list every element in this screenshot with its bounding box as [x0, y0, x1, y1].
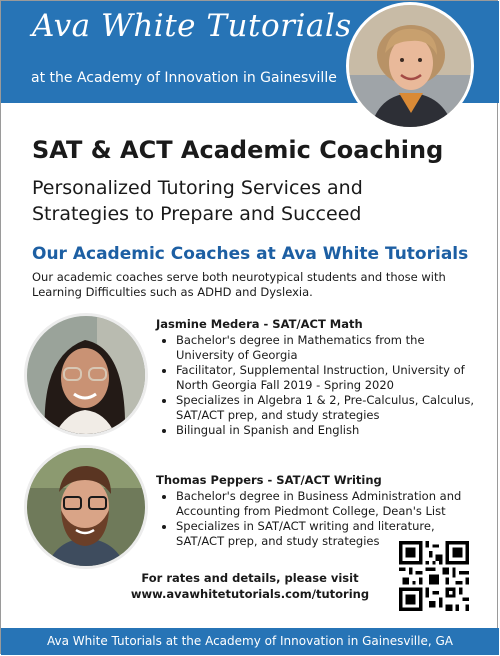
list-item: • Bachelor's degree in Business Administration and Accounting from Piedmont College, Dean's List: [176, 489, 486, 519]
page-title: SAT & ACT Academic Coaching: [32, 136, 444, 164]
footer-banner: [1, 628, 499, 655]
website-link[interactable]: www.avawhitetutorials.com/tutoring: [130, 587, 370, 601]
founder-photo: [346, 2, 474, 130]
list-item: • Facilitator, Supplemental Instruction, University of North Georgia Fall 2019 - Spring 2020: [176, 363, 486, 393]
section-title: Our Academic Coaches at Ava White Tutorials: [32, 244, 469, 264]
page-subtitle: [32, 175, 363, 227]
coach-card-thomas: [156, 473, 486, 549]
cta-text: For rates and details, please visit: [141, 571, 359, 585]
brand-title: Ava White Tutorials: [32, 8, 352, 44]
footer-text: Ava White Tutorials at the Academy of Innovation in Gainesville, GA: [47, 634, 453, 648]
list-item: • Specializes in SAT/ACT writing and literature, SAT/ACT prep, and study strategies: [176, 519, 486, 549]
coach-name: Thomas Peppers - SAT/ACT Writing: [156, 473, 382, 487]
coach-photo-jasmine: [24, 313, 148, 437]
call-to-action: [130, 570, 370, 602]
brand-subtitle: at the Academy of Innovation in Gainesville: [31, 70, 337, 86]
list-item: • Specializes in Algebra 1 & 2, Pre-Calculus, Calculus, SAT/ACT prep, and study strategies: [176, 393, 486, 423]
coach-photo-thomas: [24, 445, 148, 569]
list-item: • Bachelor's degree in Mathematics from the University of Georgia: [176, 333, 486, 363]
qr-code[interactable]: [399, 541, 469, 611]
coach-card-jasmine: [156, 317, 486, 438]
list-item: • Bilingual in Spanish and English: [176, 423, 486, 438]
intro-paragraph: Our academic coaches serve both neurotypical students and those with Learning Difficulties such as ADHD and Dyslexia.: [32, 270, 446, 299]
coach-credentials-list: [156, 489, 486, 549]
coach-credentials-list: [156, 333, 486, 438]
coach-name: Jasmine Medera - SAT/ACT Math: [156, 317, 363, 331]
subtitle-line-2: Strategies to Prepare and Succeed: [32, 203, 362, 225]
subtitle-line-1: Personalized Tutoring Services and: [32, 177, 363, 199]
